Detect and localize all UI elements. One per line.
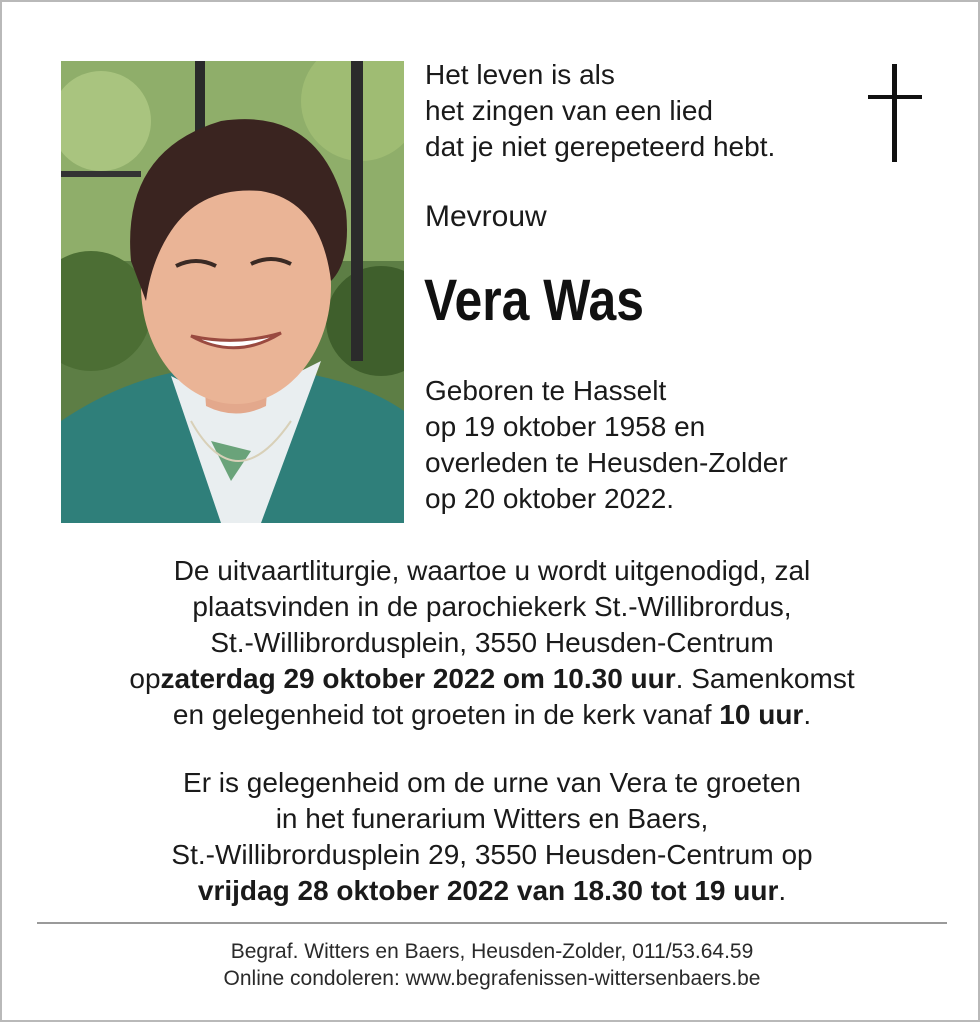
viewing-suffix: . xyxy=(778,875,787,906)
deceased-name: Vera Was xyxy=(424,268,644,333)
viewing-line xyxy=(42,873,942,909)
service-line: De uitvaartliturgie, waartoe u wordt uitgenodigd, zal xyxy=(173,555,811,586)
service-line: St.-Willibrordusplein, 3550 Heusden-Centrum xyxy=(210,627,774,658)
verse xyxy=(425,57,845,165)
gathering-suffix: . xyxy=(803,699,812,730)
honorific: Mevrouw xyxy=(425,200,547,233)
bio-line: Geboren te Hasselt xyxy=(425,375,667,406)
cross-icon xyxy=(864,64,926,162)
viewing-line: Er is gelegenheid om de urne van Vera te groeten xyxy=(183,767,801,798)
footer xyxy=(42,938,942,992)
bio xyxy=(425,373,885,517)
service-line xyxy=(42,697,942,733)
portrait-photo xyxy=(61,61,404,523)
service-date: zaterdag 29 oktober 2022 om 10.30 uur xyxy=(160,663,676,694)
verse-line: het zingen van een lied xyxy=(425,95,713,126)
bio-line: overleden te Heusden-Zolder xyxy=(425,447,788,478)
bio-line: op 20 oktober 2022. xyxy=(425,483,675,514)
funeral-home-contact: Begraf. Witters en Baers, Heusden-Zolder, 011/53.64.59 xyxy=(230,940,754,963)
online-condolence: Online condoleren: www.begrafenissen-wittersenbaers.be xyxy=(223,967,761,990)
gathering-prefix: en gelegenheid tot groeten in de kerk vanaf xyxy=(172,699,720,730)
viewing-info xyxy=(42,765,942,909)
viewing-date: vrijdag 28 oktober 2022 van 18.30 tot 19 uur xyxy=(197,875,779,906)
verse-line: Het leven is als xyxy=(425,59,615,90)
service-suffix: . Samenkomst xyxy=(675,663,855,694)
divider xyxy=(37,922,947,924)
service-prefix: op xyxy=(129,663,161,694)
verse-line: dat je niet gerepeteerd hebt. xyxy=(425,131,776,162)
bio-line: op 19 oktober 1958 en xyxy=(425,411,706,442)
viewing-line: St.-Willibrordusplein 29, 3550 Heusden-Centrum op xyxy=(171,839,813,870)
service-line xyxy=(42,661,942,697)
viewing-line: in het funerarium Witters en Baers, xyxy=(275,803,709,834)
service-info xyxy=(42,553,942,733)
service-line: plaatsvinden in de parochiekerk St.-Willibrordus, xyxy=(192,591,792,622)
gathering-time: 10 uur xyxy=(719,699,804,730)
